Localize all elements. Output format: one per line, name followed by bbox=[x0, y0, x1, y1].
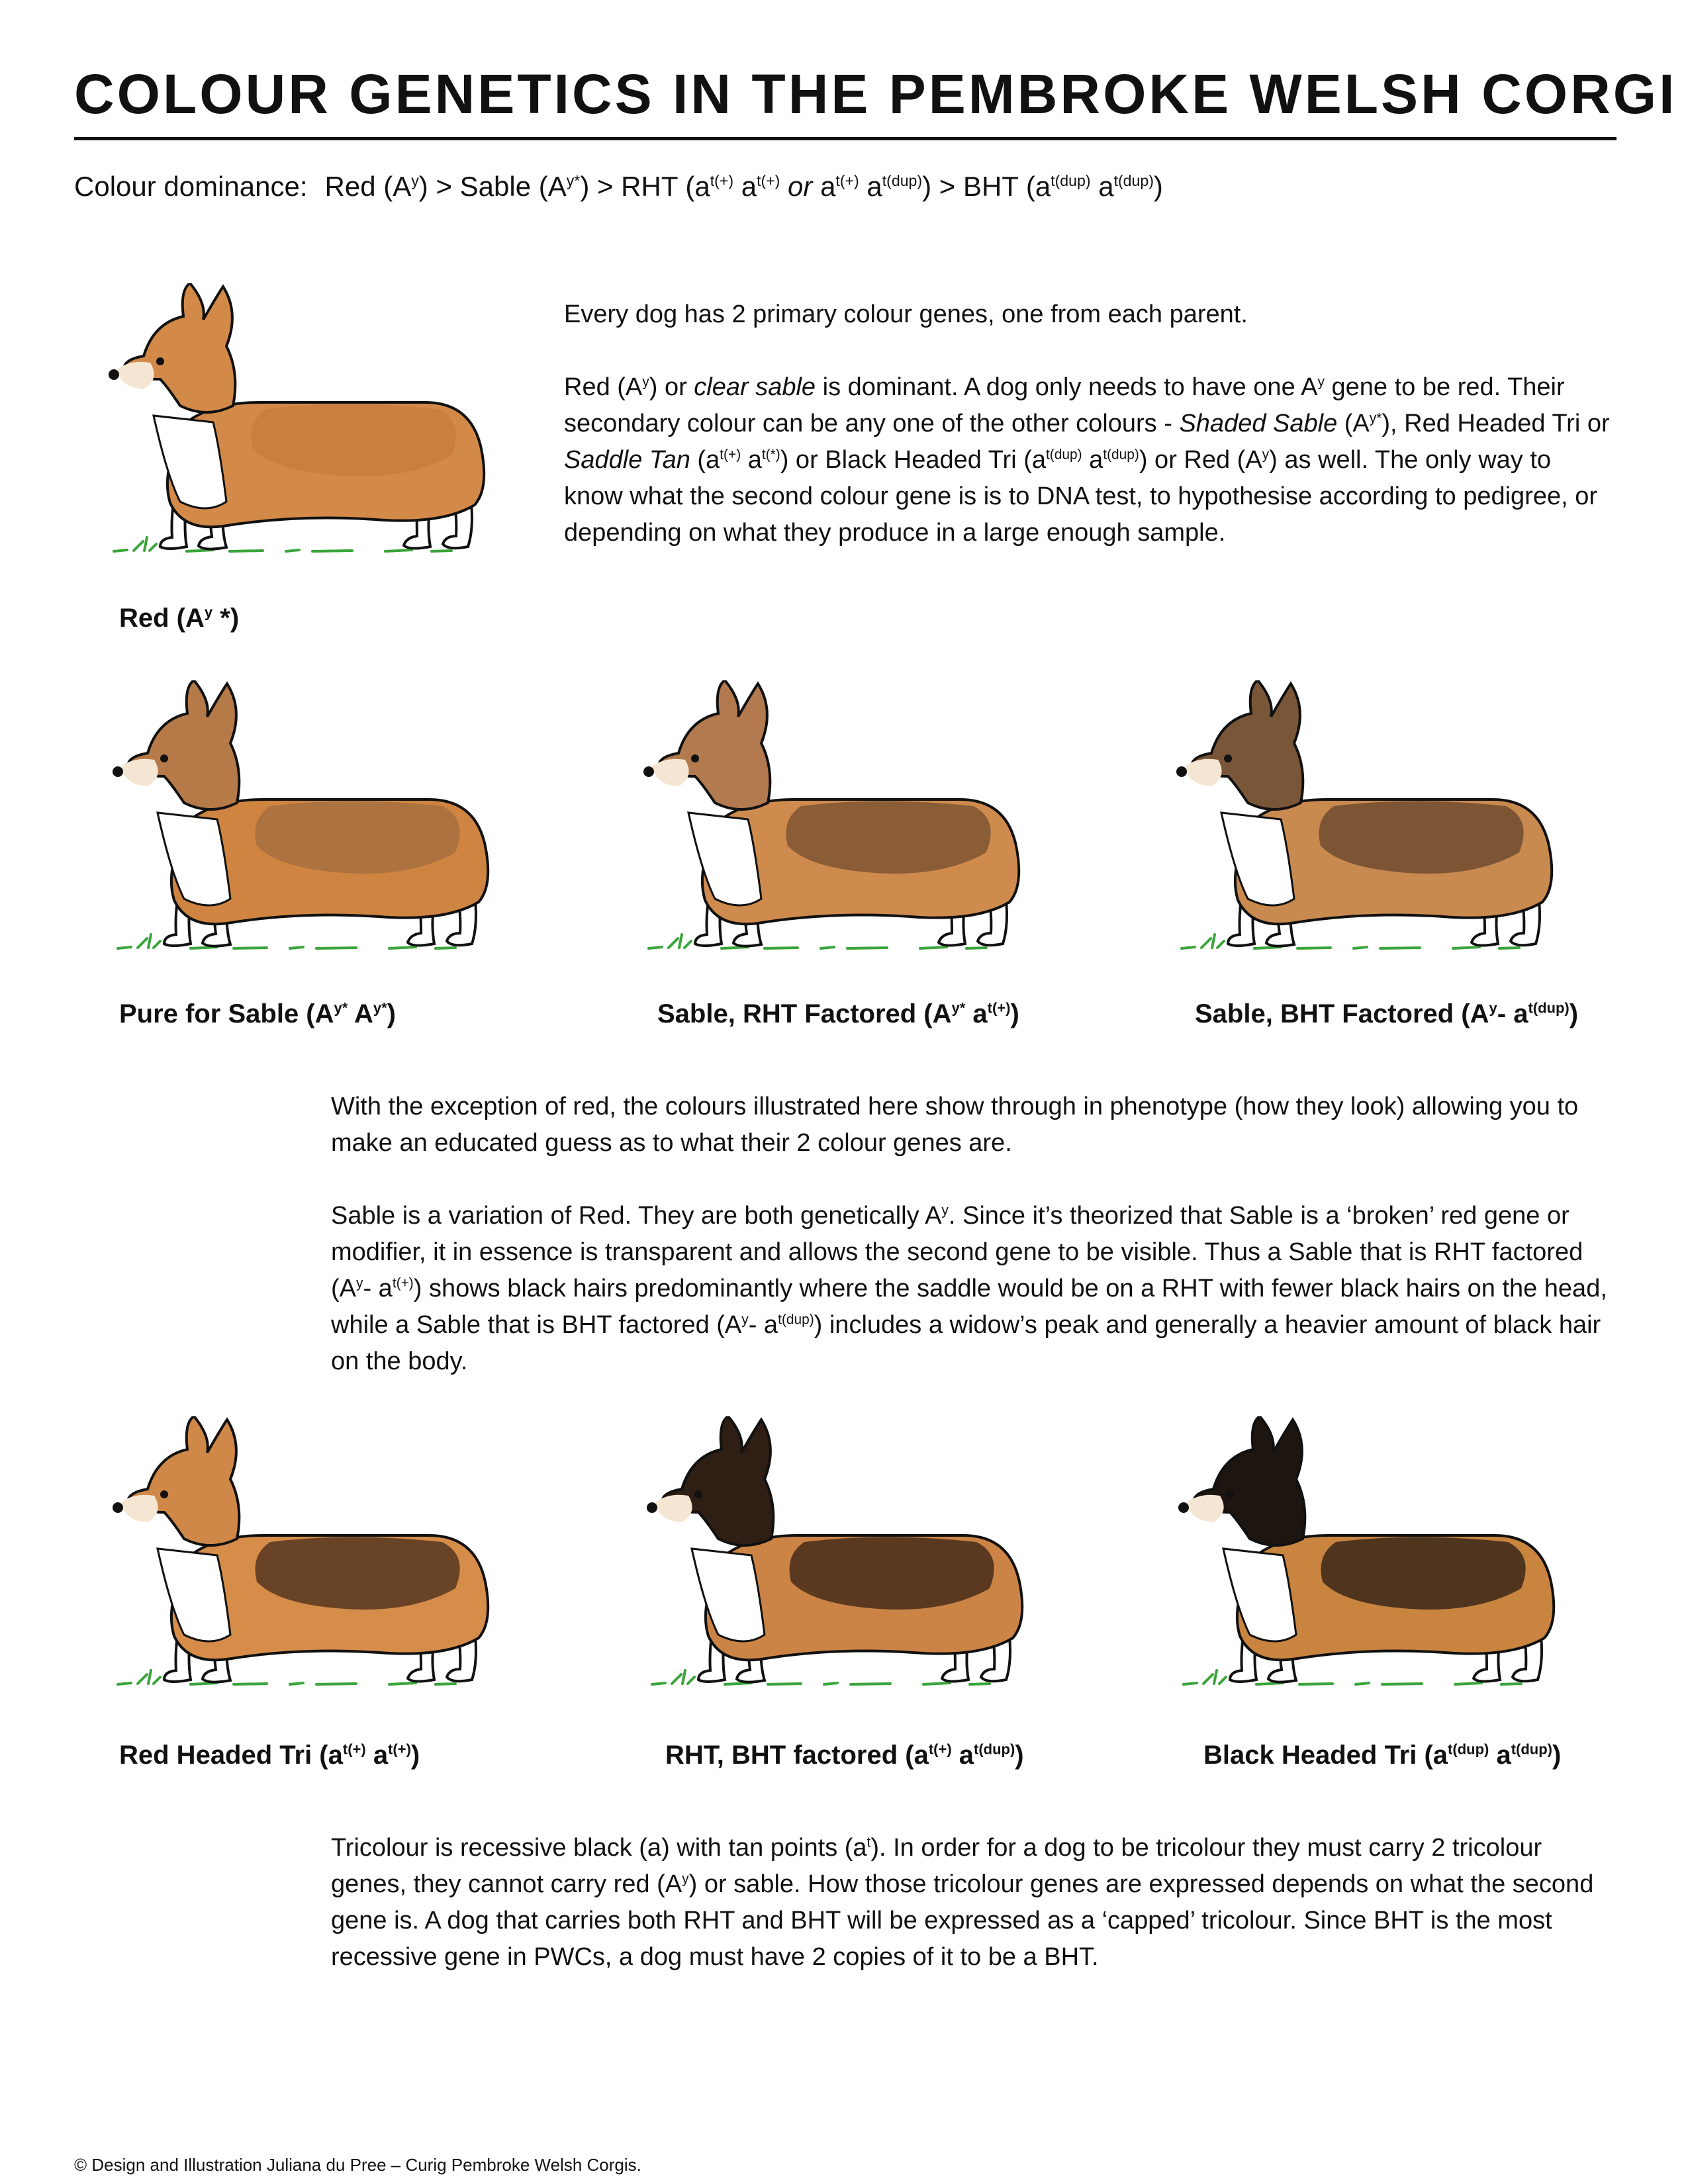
page-title: COLOUR GENETICS IN THE PEMBROKE WELSH CORGI bbox=[74, 63, 1677, 125]
dominance-red: Red (A bbox=[324, 171, 412, 202]
corgi-illustration-rht bbox=[91, 1416, 515, 1694]
dog-muzzle bbox=[121, 1495, 158, 1522]
dog-muzzle bbox=[652, 759, 689, 786]
dog-chest bbox=[692, 1549, 765, 1641]
dog-saddle bbox=[1319, 801, 1524, 874]
caption-sable-bht: Sable, BHT Factored ($A^y-$ $a^{t(dup)}$) bbox=[1195, 999, 1579, 1028]
dominance-rht-end: ) bbox=[922, 171, 932, 202]
caption-rht: Red Headed Tri ($a^{t(+)}$ $a^{t(+)}$) bbox=[119, 1741, 420, 1770]
dog-nose bbox=[1178, 1502, 1189, 1513]
dominance-sable: > Sable (A bbox=[428, 171, 567, 202]
dog-chest bbox=[1223, 1549, 1296, 1641]
dog-eye bbox=[156, 357, 164, 365]
bottom-text bbox=[331, 1830, 1615, 1976]
dog-eye bbox=[691, 754, 699, 762]
caption-red: Red ($A^y$ *) bbox=[119, 604, 240, 633]
dog-saddle bbox=[256, 801, 460, 874]
dog-head bbox=[1192, 680, 1303, 809]
dog-saddle bbox=[1321, 1537, 1526, 1610]
corgi-illustration-pure-sable bbox=[91, 680, 515, 958]
corgi-illustration-sable-rht bbox=[622, 680, 1046, 958]
dominance-bht-a: a bbox=[1090, 171, 1114, 202]
title-divider bbox=[74, 137, 1617, 140]
dog-head bbox=[662, 1416, 773, 1545]
dominance-bht-sup: t(dup) bbox=[1051, 172, 1091, 189]
copyright-credit: © Design and Illustration Juliana du Pree – Curig Pembroke Welsh Corgis. bbox=[74, 2155, 641, 2175]
dominance-bht-sup: t(dup) bbox=[1113, 172, 1154, 189]
dog-saddle bbox=[252, 404, 456, 477]
dog-muzzle bbox=[117, 362, 154, 389]
dog-eye bbox=[160, 754, 168, 762]
dog-nose bbox=[113, 1502, 123, 1513]
dominance-rht-sup: t(dup) bbox=[882, 172, 923, 189]
dog-nose bbox=[647, 1502, 657, 1513]
dog-saddle bbox=[786, 801, 991, 874]
dog-chest bbox=[158, 813, 230, 905]
dominance-rht-a: a bbox=[820, 171, 836, 202]
caption-pure-sable: Pure for Sable ($A^{y*}$ $A^{y*}$) bbox=[119, 999, 396, 1028]
middle-paragraph-2: Sable is a variation of Red. They are both genetically $A^y$. Since it’s theorized that Sable is a ‘broken’ red gene or modifier, it in essence is transparent and allows the second gene to be visible. Thus a Sable that is RHT factored ($A^y-$ $a^{t(+)}$) shows black hairs predominantly where the saddle would be on a RHT with fewer black hairs on the head, while a Sable that is BHT factored ($A^y-$ $a^{t(dup)}$) includes a widow’s peak and generally a heavier amount of black hair on the body. bbox=[331, 1202, 1607, 1375]
dominance-red-end: ) bbox=[418, 171, 428, 202]
dog-muzzle bbox=[1187, 1495, 1224, 1522]
dominance-label: Colour dominance: bbox=[74, 171, 308, 202]
corgi-illustration-sable-bht bbox=[1155, 680, 1579, 958]
dog-eye bbox=[160, 1490, 168, 1498]
dog-eye bbox=[694, 1490, 702, 1498]
intro-text bbox=[564, 296, 1610, 551]
dominance-rht-sup: t(+) bbox=[710, 172, 734, 189]
dominance-bht-end: ) bbox=[1153, 171, 1163, 202]
dog-nose bbox=[113, 766, 123, 777]
dominance-bht: > BHT (a bbox=[931, 171, 1051, 202]
colour-dominance-line bbox=[74, 171, 1163, 203]
dog-nose bbox=[643, 766, 654, 777]
dog-nose bbox=[109, 369, 119, 380]
dog-head bbox=[128, 1416, 239, 1545]
dog-nose bbox=[1176, 766, 1187, 777]
dominance-rht-a: a bbox=[859, 171, 882, 202]
dog-eye bbox=[1226, 1490, 1234, 1498]
dog-muzzle bbox=[655, 1495, 692, 1522]
caption-bht: Black Headed Tri ($a^{t(dup)}$ $a^{t(dup)}$) bbox=[1203, 1741, 1562, 1770]
intro-paragraph-1: Every dog has 2 primary colour genes, one from each parent. bbox=[564, 300, 1248, 328]
dominance-red-sup: y bbox=[411, 172, 419, 189]
dog-muzzle bbox=[1185, 759, 1222, 786]
dog-chest bbox=[154, 416, 226, 508]
dog-chest bbox=[1221, 813, 1294, 905]
corgi-illustration-red bbox=[87, 283, 511, 561]
caption-rht-bht: RHT, BHT factored ($a^{t(+)}$ $a^{t(dup)}$) bbox=[665, 1741, 1024, 1770]
dog-head bbox=[128, 680, 239, 809]
dominance-rht-sup: t(+) bbox=[835, 172, 859, 189]
dominance-sable-sup: y* bbox=[566, 172, 581, 189]
dog-eye bbox=[1224, 754, 1232, 762]
dog-chest bbox=[688, 813, 761, 905]
dominance-rht-a: a bbox=[733, 171, 757, 202]
middle-paragraph-1: With the exception of red, the colours illustrated here show through in phenotype (how they look) allowing you to make an educated guess as to what their 2 colour genes are. bbox=[331, 1093, 1579, 1157]
dog-head bbox=[124, 283, 235, 412]
dominance-rht: > RHT (a bbox=[589, 171, 710, 202]
middle-text bbox=[331, 1089, 1615, 1380]
caption-sable-rht: Sable, RHT Factored ($A^{y*}$ $a^{t(+)}$) bbox=[657, 999, 1019, 1028]
dog-chest bbox=[158, 1549, 230, 1641]
dog-head bbox=[1194, 1416, 1305, 1545]
dominance-sable-end: ) bbox=[580, 171, 590, 202]
bottom-paragraph-1: Tricolour is recessive black (a) with tan points $(a^t)$. In order for a dog to be tricolour they must carry 2 tricolour genes, they cannot carry red $(A^y)$ or sable. How those tricolour genes are expressed depends on what the second gene is. A dog that carries both RHT and BHT will be expressed as a ‘capped’ tricolour. Since BHT is the most recessive gene in PWCs, a dog must have 2 copies of it to be a BHT. bbox=[331, 1834, 1594, 1971]
dog-head bbox=[659, 680, 770, 809]
dominance-rht-sup: t(+) bbox=[757, 172, 780, 189]
intro-paragraph-2: Red $(A^y)$ or clear sable is dominant. A dog only needs to have one $A^y$ gene to be red. Their secondary colour can be any one of the other colours - Shaded Sable $(A^{y*})$, Red Headed Tri or Saddle Tan ($a^{t(+)}$ $a^{t(*)}$) or Black Headed Tri ($a^{t(dup)}$ $a^{t(dup)}$) or Red $(A^y)$ as well. The only way to know what the second colour gene is is to DNA test, to hypothesise according to pedigree, or depending on what they produce in a large enough sample. bbox=[564, 373, 1610, 547]
corgi-illustration-bht bbox=[1157, 1416, 1581, 1694]
dog-saddle bbox=[256, 1537, 460, 1610]
dog-saddle bbox=[790, 1537, 994, 1610]
corgi-illustration-rht-bht bbox=[626, 1416, 1049, 1694]
dominance-or: or bbox=[780, 171, 821, 202]
dog-muzzle bbox=[121, 759, 158, 786]
